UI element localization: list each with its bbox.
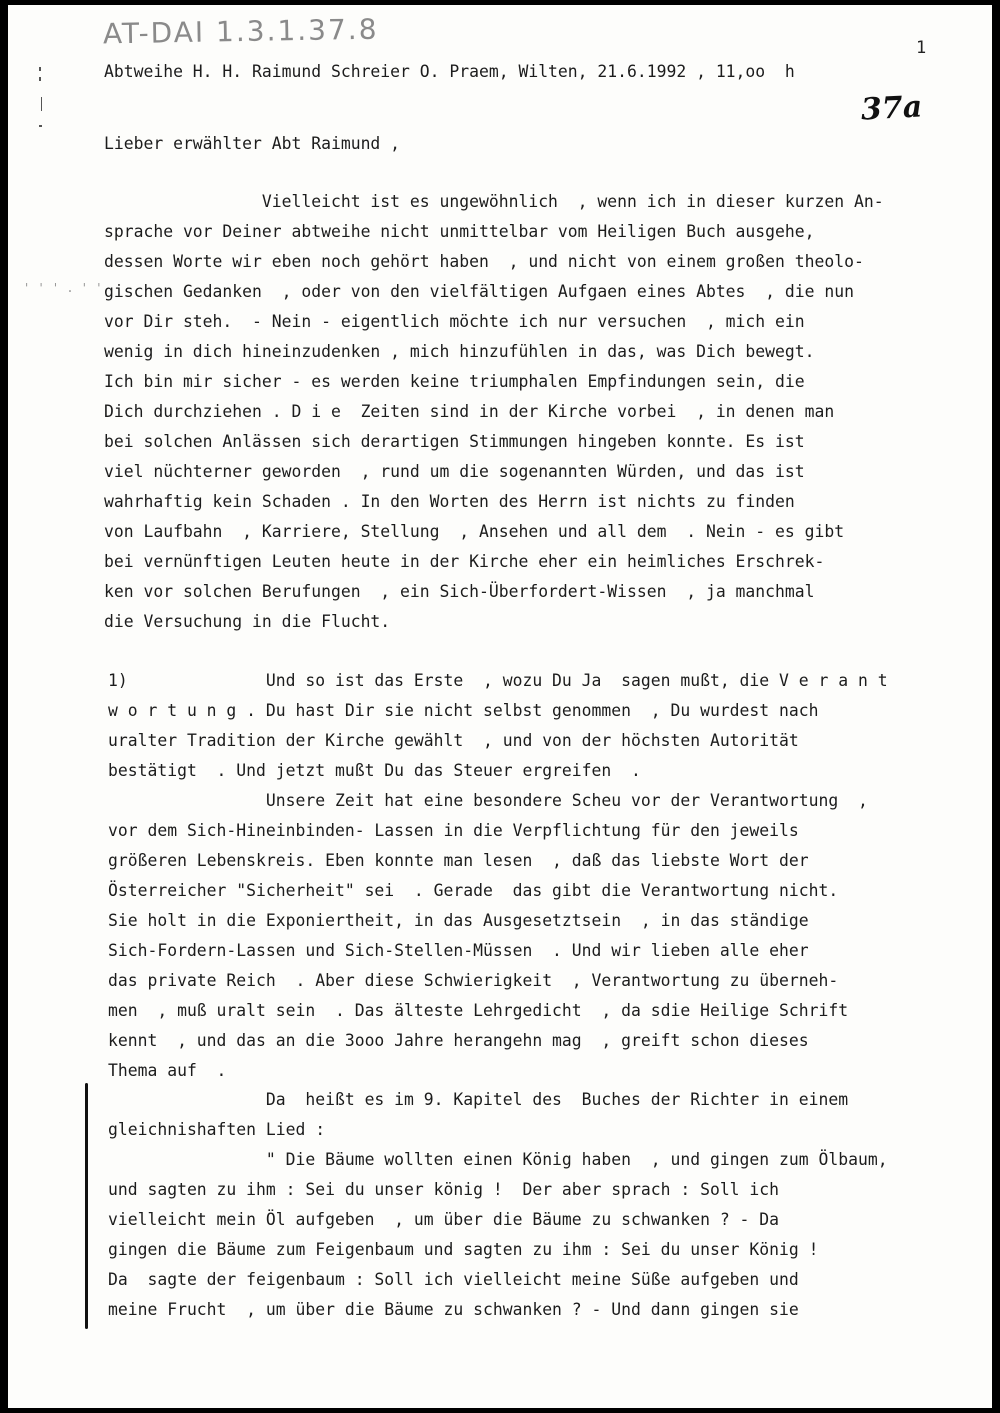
text-line: viel nüchterner geworden , rund um die sogenannten Würden, und das ist	[104, 462, 805, 481]
document-page	[8, 5, 992, 1408]
text-line: ken vor solchen Berufungen , ein Sich-Überfordert-Wissen , ja manchmal	[104, 582, 815, 601]
margin-bracket	[85, 1083, 88, 1329]
text-line: bestätigt . Und jetzt mußt Du das Steuer ergreifen .	[108, 761, 641, 780]
margin-dots: ' ' ' . ' '	[23, 281, 103, 295]
text-line: meine Frucht , um über die Bäume zu schwanken ? - Und dann gingen sie	[108, 1300, 799, 1319]
text-line: und sagten zu ihm : Sei du unser könig ! Der aber sprach : Soll ich	[108, 1180, 780, 1199]
margin-mark-tick	[41, 97, 42, 111]
margin-mark-dot	[39, 67, 41, 71]
page-number: 1	[916, 38, 927, 58]
text-line: gischen Gedanken , oder von den vielfältigen Aufgaen eines Abtes , die nun	[104, 282, 854, 301]
text-line: vor dem Sich-Hineinbinden- Lassen in die Verpflichtung für den jeweils	[108, 821, 799, 840]
text-line: Da sagte der feigenbaum : Soll ich vielleicht meine Süße aufgeben und	[108, 1270, 799, 1289]
text-line: wahrhaftig kein Schaden . In den Worten des Herrn ist nichts zu finden	[104, 492, 795, 511]
text-line: die Versuchung in die Flucht.	[104, 612, 391, 631]
text-line: Ich bin mir sicher - es werden keine triumphalen Empfindungen sein, die	[104, 372, 805, 391]
margin-mark-dot	[39, 125, 42, 127]
text-line: Vielleicht ist es ungewöhnlich , wenn ich in dieser kurzen An-	[104, 192, 884, 211]
text-line: Unsere Zeit hat eine besondere Scheu vor der Verantwortung ,	[108, 791, 868, 810]
text-line: uralter Tradition der Kirche gewählt , und von der höchsten Autorität	[108, 731, 799, 750]
text-line: men , muß uralt sein . Das älteste Lehrgedicht , da sdie Heilige Schrift	[108, 1001, 849, 1020]
text-line: vielleicht mein Öl aufgeben , um über die Bäume zu schwanken ? - Da	[108, 1210, 780, 1229]
text-line: Sich-Fordern-Lassen und Sich-Stellen-Müssen . Und wir lieben alle eher	[108, 941, 809, 960]
text-line: " Die Bäume wollten einen König haben , und gingen zum Ölbaum,	[108, 1150, 888, 1169]
folio-mark: 37a	[860, 89, 924, 128]
text-line: wenig in dich hineinzudenken , mich hinzufühlen in das, was Dich bewegt.	[104, 342, 815, 361]
text-line: das private Reich . Aber diese Schwierigkeit , Verantwortung zu überneh-	[108, 971, 839, 990]
text-line: sprache vor Deiner abtweihe nicht unmittelbar vom Heiligen Buch ausgehe,	[104, 222, 815, 241]
text-line: w o r t u n g . Du hast Dir sie nicht selbst genommen , Du wurdest nach	[108, 701, 819, 720]
text-line: gingen die Bäume zum Feigenbaum und sagten zu ihm : Sei du unser König !	[108, 1240, 819, 1259]
text-line: Abtweihe H. H. Raimund Schreier O. Praem, Wilten, 21.6.1992 , 11,oo h	[104, 62, 795, 81]
text-line: bei solchen Anlässen sich derartigen Stimmungen hingeben konnte. Es ist	[104, 432, 805, 451]
text-line: Sie holt in die Exponiertheit, in das Ausgesetztsein , in das ständige	[108, 911, 809, 930]
text-line: Österreicher "Sicherheit" sei . Gerade das gibt die Verantwortung nicht.	[108, 881, 839, 900]
text-line: vor Dir steh. - Nein - eigentlich möchte ich nur versuchen , mich ein	[104, 312, 805, 331]
text-line: größeren Lebenskreis. Eben konnte man lesen , daß das liebste Wort der	[108, 851, 809, 870]
archive-reference: AT-DAI 1.3.1.37.8	[102, 12, 379, 51]
text-line: dessen Worte wir eben noch gehört haben , und nicht von einem großen theolo-	[104, 252, 864, 271]
text-line: Da heißt es im 9. Kapitel des Buches der Richter in einem	[108, 1090, 849, 1109]
text-line: Lieber erwählter Abt Raimund ,	[104, 134, 401, 153]
text-line: bei vernünftigen Leuten heute in der Kirche eher ein heimliches Erschrek-	[104, 552, 825, 571]
text-line: gleichnishaften Lied :	[108, 1120, 326, 1139]
text-line: von Laufbahn , Karriere, Stellung , Ansehen und all dem . Nein - es gibt	[104, 522, 845, 541]
text-line: kennt , und das an die 3ooo Jahre herangehn mag , greift schon dieses	[108, 1031, 809, 1050]
text-line: Thema auf .	[108, 1061, 227, 1080]
margin-mark-dot	[39, 77, 41, 81]
text-line: Dich durchziehen . D i e Zeiten sind in der Kirche vorbei , in denen man	[104, 402, 835, 421]
text-line: 1) Und so ist das Erste , wozu Du Ja sagen mußt, die V e r a n t	[108, 671, 888, 690]
